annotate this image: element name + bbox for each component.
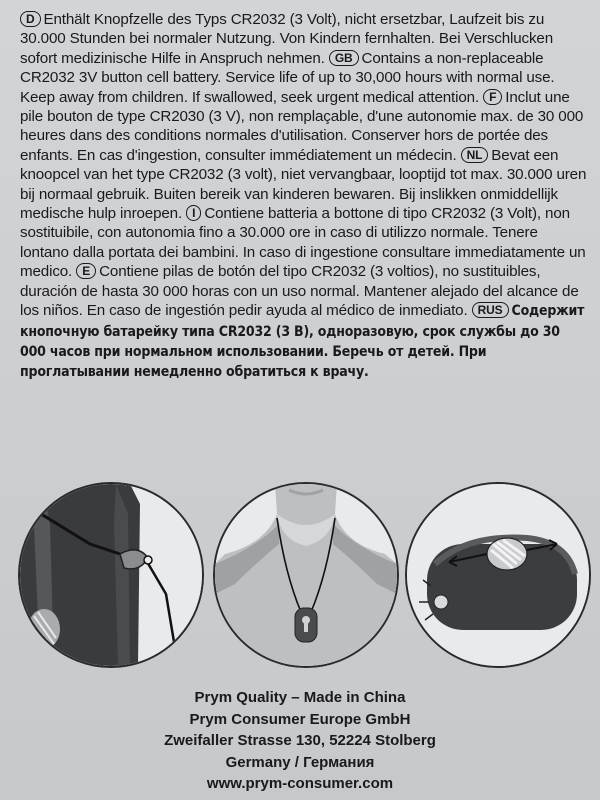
footer-quality-line: Prym Quality – Made in China [194, 689, 406, 706]
warning-fr: Inclut une pile bouton de type CR2030 (3 V), non remplaçable, d'une autonomie max. de 30 000 heures dans des conditions normales d'utilisation. Conserver hors de portée des enfants. En cas d'ingestion, consulter immédiatement un médecin. [20, 88, 584, 164]
footer-country-line: Germany / Германия [225, 753, 375, 771]
lang-badge-nl: NL [461, 147, 489, 163]
lang-badge-fr: F [483, 89, 502, 105]
footer-company-line: Prym Consumer Europe GmbH [189, 710, 411, 728]
warning-it: Contiene batteria a bottone di tipo CR2032 (3 Volt), non sostituibile, con autonomia fino a 30.000 ore in caso di utilizzo normale. Tenere lontano dalla portata dei bambini. In caso di ingestione consultare immediatamente un medico. [20, 205, 586, 281]
battery-light-icon [405, 482, 591, 668]
warning-ru: Содержит кнопочную батарейку типа CR2032 (3 В), одноразовую, срок службы до 30 000 часов при нормальном использовании. Беречь от детей. При проглатывании немедленно обратиться к врачу. [20, 303, 585, 381]
battery-warning-text [20, 10, 588, 383]
lang-badge-it: I [186, 205, 201, 221]
manufacturer-info [0, 687, 600, 795]
footer-address-line: Zweifaller Strasse 130, 52224 Stolberg [164, 732, 436, 749]
warning-de: Enthält Knopfzelle des Typs CR2032 (3 Volt), nicht ersetzbar, Laufzeit bis zu 30.000 Stunden bei normaler Nutzung. Von Kindern fernhalten. Bei Verschlucken sofort medizinische Hilfe in Anspruch nehmen. [20, 11, 554, 67]
warning-gb: Contains a non-replaceable CR2032 3V button cell battery. Service life of up to 30,000 hours with normal use. Keep away from children. If swallowed, seek urgent medical attention. [20, 49, 555, 106]
lang-badge-gb: GB [329, 50, 359, 66]
lang-badge-ru: RUS [472, 302, 509, 318]
neck-pendant-icon [213, 482, 399, 668]
footer-website-line: www.prym-consumer.com [206, 775, 394, 792]
warning-es: Contiene pilas de botón del tipo CR2032 (3 voltios), no sustituibles, duración de hasta 30 000 horas con un uso normal. Mantener alejado del alcance de los niños. En caso de ingestión pedir ayuda al médico de inmediato. [20, 263, 579, 320]
lang-badge-es: E [76, 263, 96, 279]
lang-badge-de: D [20, 11, 41, 27]
lanyard-clip-icon [18, 482, 204, 668]
warning-nl: Bevat een knoopcel van het type CR2032 (3 volt), niet vervangbaar, looptijd tot max. 30.000 uren bij normaal gebruik. Buiten bereik van kinderen bewaren. Bij inslikken onmiddellijk medische hulp inroepen. [20, 146, 587, 223]
